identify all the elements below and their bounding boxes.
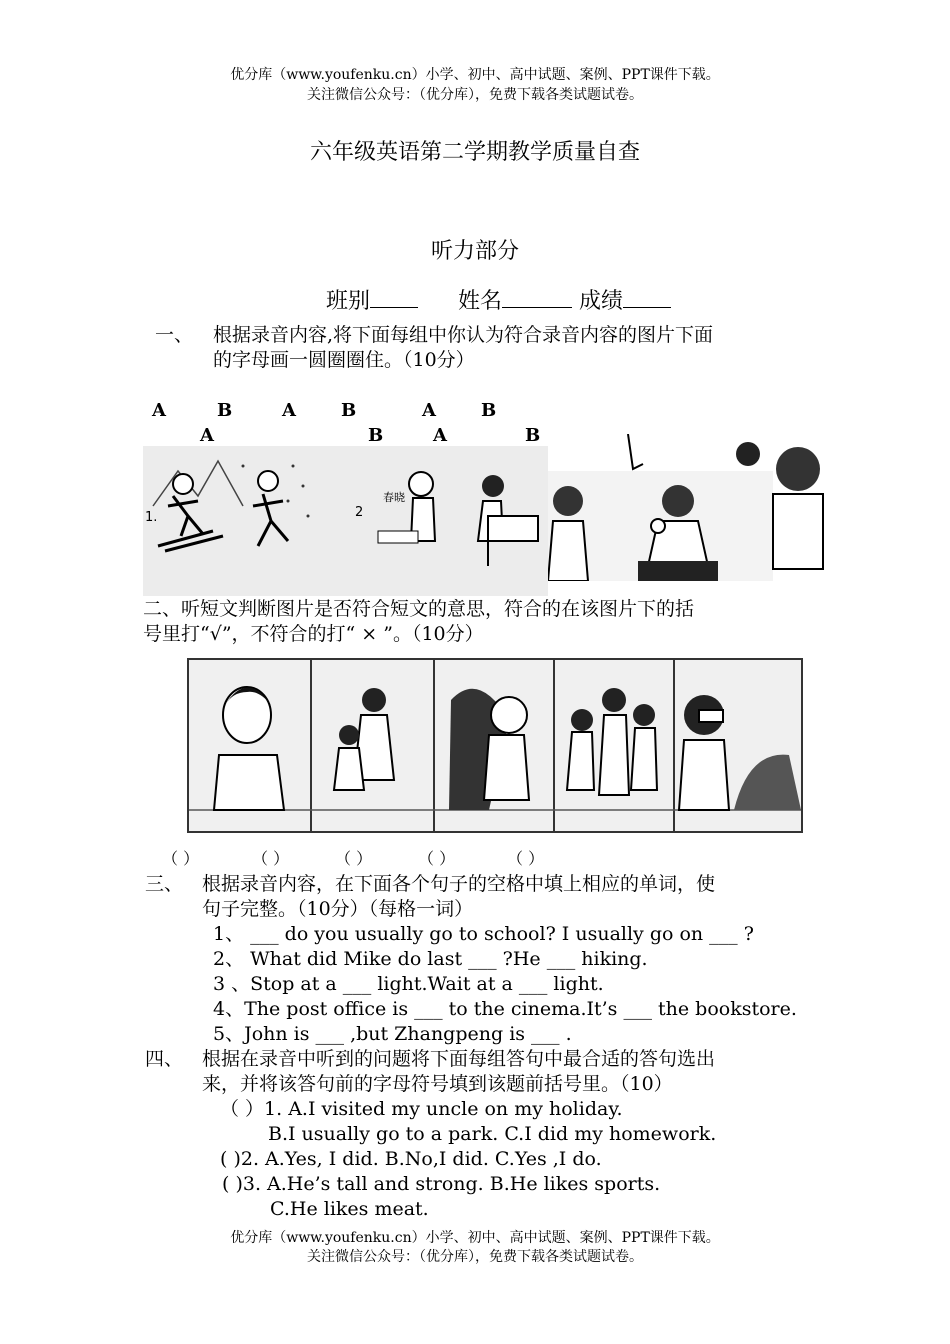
option-label-4b: B	[368, 425, 384, 446]
section3-instruction-line1: 根据录音内容，在下面各个句子的空格中填上相应的单词，使	[202, 873, 716, 895]
section3-instruction-line2: 句子完整。（10分）（每格一词）	[202, 898, 474, 920]
section2-pictures-illustration	[189, 660, 801, 831]
section3-item-3: 3 、Stop at a ___ light.Wait at a ___ light.	[213, 973, 604, 995]
option-label-5b: B	[525, 425, 541, 446]
option-label-2a: A	[282, 400, 296, 421]
header-line-2: 关注微信公众号：（优分库），免费下载各类试题试卷。	[307, 87, 643, 103]
class-blank[interactable]	[370, 289, 418, 308]
page-title: 六年级英语第二学期教学质量自查	[309, 140, 640, 165]
score-blank[interactable]	[623, 289, 671, 308]
section4-instruction-line2: 来，并将该答句前的字母符号填到该题前括号里。（10）	[202, 1073, 673, 1095]
section4-instruction-line1: 根据在录音中听到的问题将下面每组答句中最合适的答句选出	[202, 1048, 716, 1070]
answer-bracket-1[interactable]: （ ）	[162, 849, 200, 868]
footer-line-2: 关注微信公众号：（优分库），免费下载各类试题试卷。	[307, 1249, 643, 1265]
section3-item-1: 1、 ___ do you usually go to school? I usually go on ___ ?	[213, 923, 754, 945]
picture-number-2: 2	[355, 505, 364, 520]
section1-picture-strip-left	[143, 446, 548, 596]
section1-number: 一、	[155, 324, 194, 346]
section1-instruction-line2: 的字母画一圆圈圈住。（10分）	[213, 349, 475, 371]
section4-question-1a: （ ）1. A.I visited my uncle on my holiday.	[220, 1098, 623, 1120]
section4-question-2: ( )2. A.Yes, I did. B.No,I did. C.Yes ,I do.	[220, 1148, 602, 1170]
answer-bracket-5[interactable]: （ ）	[507, 849, 545, 868]
option-label-2b: B	[341, 400, 357, 421]
option-label-4a: A	[200, 425, 214, 446]
section3-item-5: 5、John is ___ ,but Zhangpeng is ___ .	[213, 1023, 572, 1045]
answer-bracket-3[interactable]: （ ）	[335, 849, 373, 868]
section4-number: 四、	[145, 1048, 184, 1070]
score-label: 成绩	[579, 289, 624, 314]
section4-question-3a: ( )3. A.He’s tall and strong. B.He likes sports.	[222, 1173, 661, 1195]
section1-pictures-right-illustration	[603, 434, 833, 572]
option-label-3a: A	[422, 400, 436, 421]
student-info-line	[326, 284, 671, 315]
section1-pictures-left-illustration	[143, 446, 548, 596]
section2-picture-strip	[187, 658, 803, 833]
option-label-3b: B	[481, 400, 497, 421]
section4-question-3b: C.He likes meat.	[270, 1198, 429, 1220]
chunxiao-board-text: 春晓	[383, 491, 405, 504]
answer-bracket-4[interactable]: （ ）	[418, 849, 456, 868]
section2-instruction-line1: 二、听短文判断图片是否符合短文的意思，符合的在该图片下的括	[143, 598, 695, 620]
option-label-1b: B	[217, 400, 233, 421]
section3-item-2: 2、 What did Mike do last ___ ?He ___ hiking.	[213, 948, 648, 970]
name-blank[interactable]	[502, 289, 572, 308]
picture-number-1: 1.	[145, 510, 158, 525]
section-subtitle: 听力部分	[430, 239, 519, 264]
class-label: 班别	[326, 289, 371, 314]
section3-item-4: 4、The post office is ___ to the cinema.It’s ___ the bookstore.	[213, 998, 797, 1020]
section2-instruction-line2: 号里打“√”，不符合的打“ × ”。（10分）	[143, 623, 484, 645]
section1-instruction-line1: 根据录音内容,将下面每组中你认为符合录音内容的图片下面	[213, 324, 714, 346]
option-label-1a: A	[152, 400, 166, 421]
section3-number: 三、	[145, 873, 184, 895]
header-line-1: 优分库（www.youfenku.cn）小学、初中、高中试题、案例、PPT课件下载。	[230, 67, 720, 83]
section1-picture-strip-right	[603, 434, 833, 572]
section4-question-1b: B.I usually go to a park. C.I did my homework.	[268, 1123, 717, 1145]
answer-bracket-2[interactable]: （ ）	[252, 849, 290, 868]
footer-line-1: 优分库（www.youfenku.cn）小学、初中、高中试题、案例、PPT课件下载。	[230, 1230, 720, 1246]
option-label-5a: A	[433, 425, 447, 446]
name-label: 姓名	[458, 289, 503, 314]
